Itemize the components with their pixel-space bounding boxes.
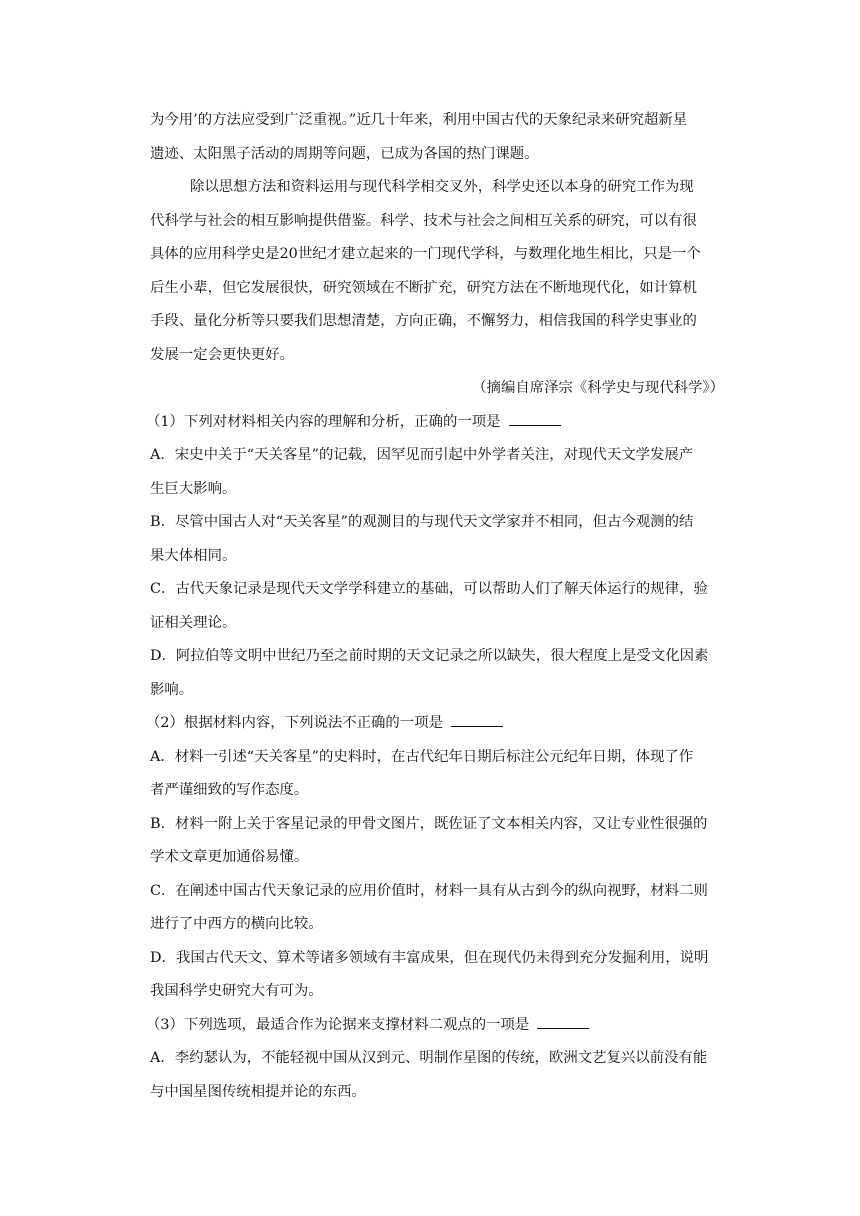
- question-3: [146, 1009, 732, 1110]
- question-1: [146, 406, 732, 708]
- question-stem: （2）根据材料内容，下列说法不正确的一项是: [146, 707, 732, 741]
- option-line: C．古代天象记录是现代天文学学科建立的基础，可以帮助人们了解天体运行的规律，验: [150, 581, 708, 597]
- option-line: 影响。: [150, 681, 194, 698]
- option-line: C．在阐述中国古代天象记录的应用价值时，材料一具有从古到今的纵向视野，材料二则: [150, 882, 708, 899]
- option-line: D．我国古代天文、算术等诸多领域有丰富成果，但在现代仍未得到充分发掘利用，说明: [150, 949, 709, 966]
- option-line: 证相关理论。: [150, 614, 237, 631]
- passage: [150, 104, 732, 406]
- passage-line: 后生小辈，但它发展很快，研究领域在不断扩充，研究方法在不断地现代化，如计算机: [150, 279, 697, 296]
- passage-source: （摘编自席泽宗《科学史与现代科学》）: [472, 380, 724, 396]
- option-line: 进行了中西方的横向比较。: [150, 916, 323, 932]
- option-line: 者严谨细致的写作态度。: [150, 782, 309, 798]
- option-line: A．材料一引述“天关客星”的史料时，在古代纪年日期后标注公元纪年日期，体现了作: [150, 748, 694, 765]
- option-line: 生巨大影响。: [150, 480, 237, 497]
- option-line: 学术文章更加通俗易懂。: [150, 849, 309, 865]
- passage-line: 除以思想方法和资料运用与现代科学相交叉外，科学史还以本身的研究工作为现: [190, 179, 694, 195]
- option-line: A．宋史中关于“天关客星”的记载，因罕见而引起中外学者关注，对现代天文学发展产: [150, 447, 694, 463]
- option-line: B．尽管中国古人对“天关客星”的观测目的与现代天文学家并不相同，但古今观测的结: [150, 514, 694, 530]
- passage-line: 具体的应用科学史是20世纪才建立起来的一门现代学科，与数理化地生相比，只是一个: [150, 246, 701, 262]
- passage-line: 发展一定会更快更好。: [150, 346, 294, 363]
- option-line: 果大体相同。: [150, 547, 237, 564]
- option-line: B．材料一附上关于客星记录的甲骨文图片，既佐证了文本相关内容，又让专业性很强的: [150, 815, 708, 832]
- answer-blank: [537, 1027, 589, 1029]
- answer-blank: [451, 725, 503, 727]
- answer-blank: [509, 424, 561, 426]
- passage-line: 遗迹、太阳黑子活动的周期等问题，已成为各国的热门课题。: [150, 145, 539, 162]
- option-line: 与中国星图传统相提并论的东西。: [150, 1083, 366, 1100]
- option-line: A．李约瑟认为，不能轻视中国从汉到元、明制作星图的传统，欧洲文艺复兴以前没有能: [150, 1050, 708, 1066]
- option-line: D．阿拉伯等文明中世纪乃至之前时期的天文记录之所以缺失，很大程度上是受文化因素: [150, 648, 709, 664]
- question-stem: （3）下列选项，最适合作为论据来支撑材料二观点的一项是: [146, 1009, 732, 1043]
- question-stem: （1）下列对材料相关内容的理解和分析，正确的一项是: [146, 406, 732, 440]
- option-line: 我国科学史研究大有可为。: [150, 983, 323, 999]
- passage-line: 代科学与社会的相互影响提供借鉴。科学、技术与社会之间相互关系的研究，可以有很: [150, 212, 697, 229]
- document-page: [146, 104, 732, 1109]
- question-2: [146, 707, 732, 1009]
- passage-line: 为今用’的方法应受到广泛重视。”近几十年来，利用中国古代的天象纪录来研究超新星: [150, 112, 688, 128]
- passage-line: 手段、量化分析等只要我们思想清楚，方向正确，不懈努力，相信我国的科学史事业的: [150, 313, 697, 329]
